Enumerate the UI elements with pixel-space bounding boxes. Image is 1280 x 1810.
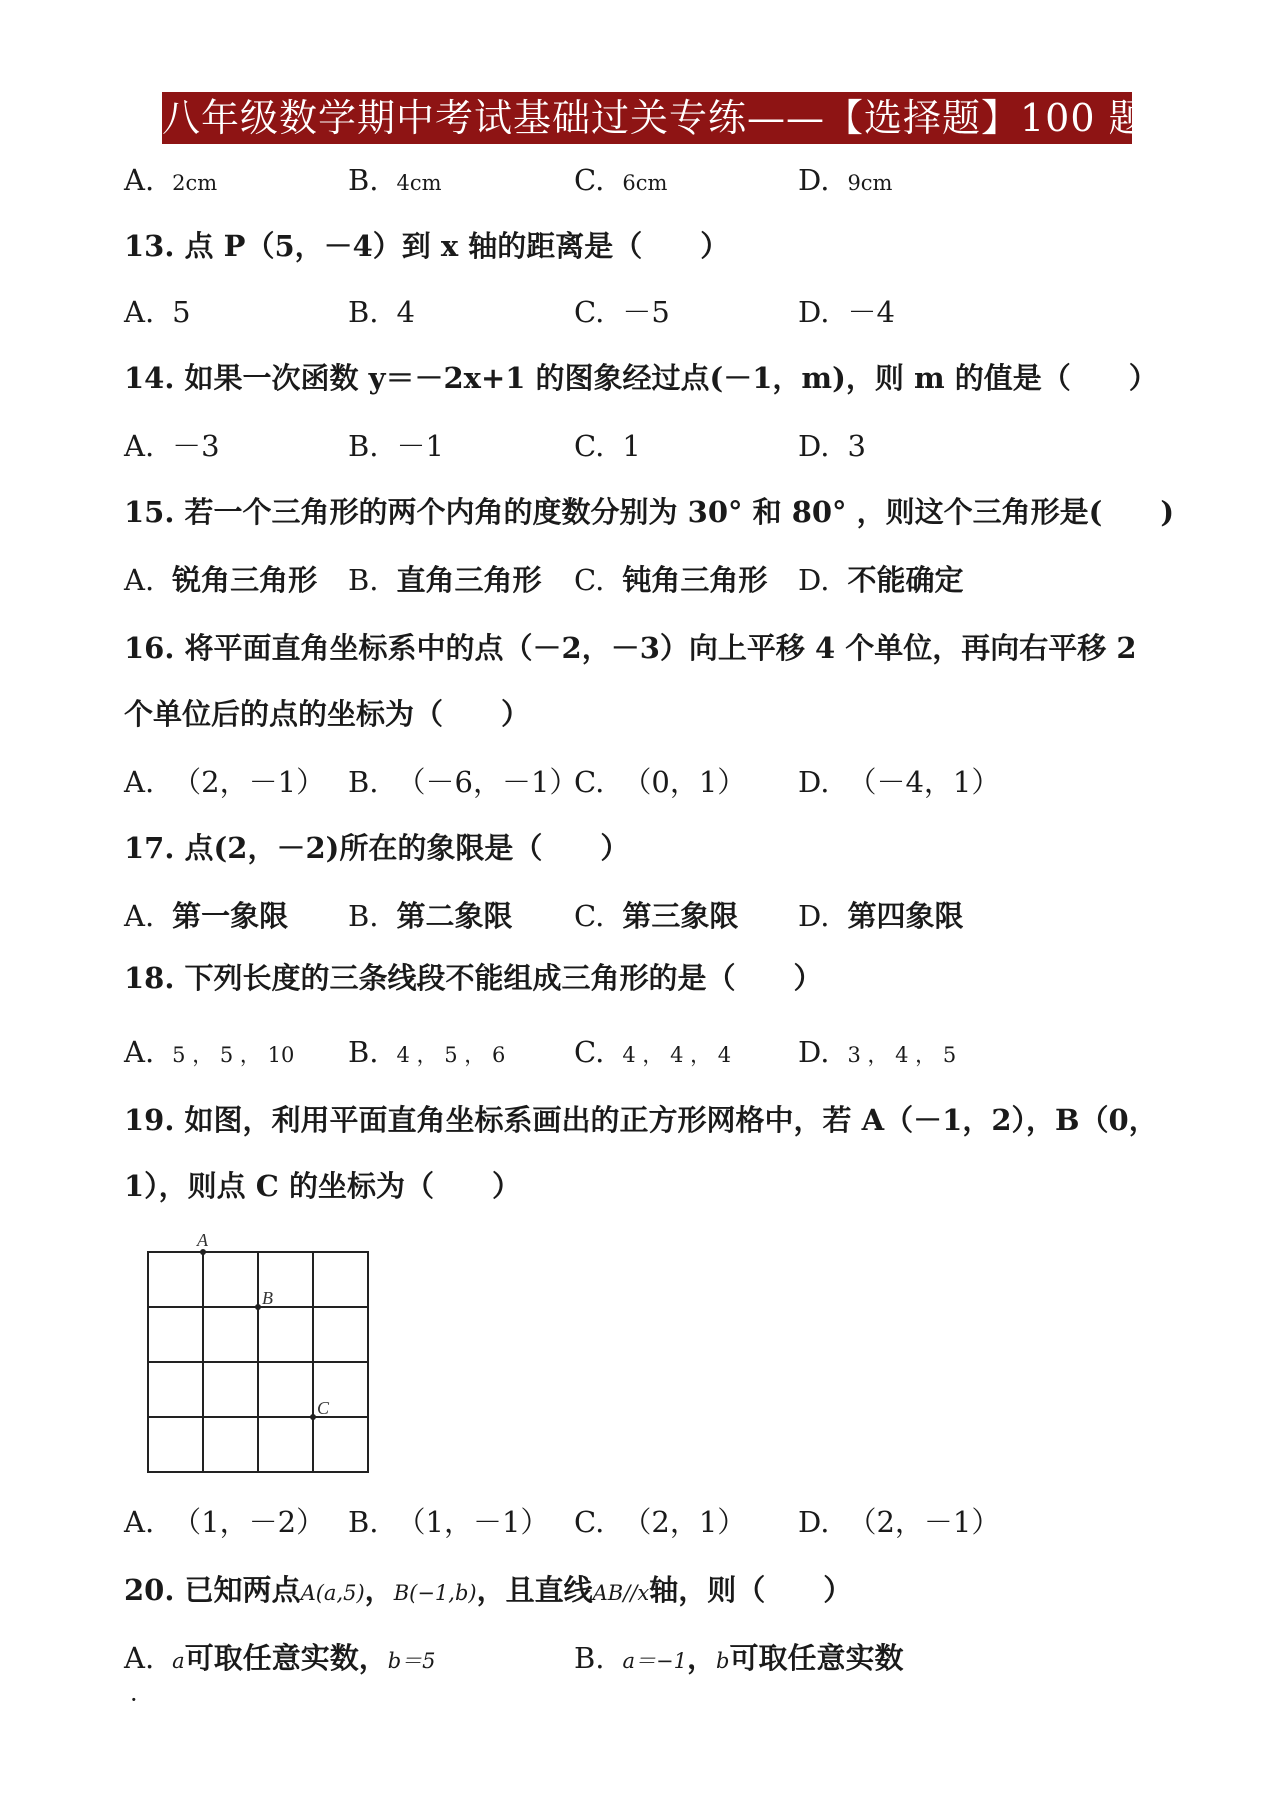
- q19-text-line1: 19. 如图，利用平面直角坐标系画出的正方形网格中，若 A（－1，2），B（0，: [124, 1103, 1158, 1137]
- q14-option-c: C. 1: [574, 429, 641, 463]
- q15-option-b: B. 直角三角形: [348, 563, 542, 597]
- q18-option-d: D. 3 ， 4 ， 5: [798, 1035, 957, 1069]
- q20-option-b: B. a＝−1，b可取任意实数: [574, 1641, 904, 1675]
- q12-option-c: C. 6cm: [574, 163, 668, 197]
- footer-mark: ·: [130, 1686, 138, 1714]
- q14-option-b: B. －1: [348, 429, 444, 463]
- q20-point-b: B(−1,b): [393, 1581, 477, 1605]
- q15-option-c: C. 钝角三角形: [574, 563, 768, 597]
- q16-option-b: B. （－6，－1）: [348, 765, 579, 799]
- q17-text: 17. 点(2，－2)所在的象限是（ ）: [124, 831, 630, 865]
- q16-option-a: A. （2，－1）: [124, 765, 326, 799]
- q14-option-a: A. －3: [124, 429, 220, 463]
- page-title-banner: 八年级数学期中考试基础过关专练——【选择题】100 题: [162, 92, 1132, 144]
- q13-option-b: B. 4: [348, 295, 415, 329]
- q19-text-line2: 1），则点 C 的坐标为（ ）: [124, 1169, 521, 1203]
- label-a: A: [197, 1230, 208, 1250]
- grid-lines: [148, 1252, 368, 1472]
- q18-option-a: A. 5 ， 5 ， 10: [124, 1035, 295, 1069]
- q15-text: 15. 若一个三角形的两个内角的度数分别为 30° 和 80° ，则这个三角形是( ): [124, 495, 1175, 529]
- q19-option-b: B. （1，－1）: [348, 1505, 550, 1539]
- label-b: B: [262, 1288, 273, 1308]
- q13-option-d: D. －4: [798, 295, 895, 329]
- q18-option-c: C. 4 ， 4 ， 4: [574, 1035, 732, 1069]
- q15-option-a: A. 锐角三角形: [124, 563, 318, 597]
- q17-option-a: A. 第一象限: [124, 899, 289, 933]
- q18-text: 18. 下列长度的三条线段不能组成三角形的是（ ）: [124, 961, 823, 995]
- point-c: [310, 1414, 316, 1420]
- q20-point-a: A(a,5): [300, 1581, 365, 1605]
- q20-line: AB//x: [592, 1581, 650, 1605]
- point-b: [255, 1304, 261, 1310]
- q12-option-b: B. 4cm: [348, 163, 442, 197]
- q13-option-a: A. 5: [124, 295, 191, 329]
- q19-option-c: C. （2，1）: [574, 1505, 747, 1539]
- q16-text-line2: 个单位后的点的坐标为（ ）: [124, 697, 531, 731]
- q16-text-line1: 16. 将平面直角坐标系中的点（－2，－3）向上平移 4 个单位，再向右平移 2: [124, 631, 1137, 665]
- q12-option-a: A. 2cm: [124, 163, 218, 197]
- q13-text: 13. 点 P（5，－4）到 x 轴的距离是（ ）: [124, 229, 730, 263]
- q13-option-c: C. －5: [574, 295, 670, 329]
- q17-option-c: C. 第三象限: [574, 899, 739, 933]
- q17-option-b: B. 第二象限: [348, 899, 513, 933]
- label-c: C: [317, 1398, 330, 1418]
- q16-option-c: C. （0，1）: [574, 765, 747, 799]
- q14-text: 14. 如果一次函数 y＝－2x+1 的图象经过点(－1，m)，则 m 的值是（ ）: [124, 361, 1158, 395]
- q20-option-a: A. a可取任意实数，b＝5: [124, 1641, 436, 1675]
- q18-option-b: B. 4 ， 5 ， 6: [348, 1035, 506, 1069]
- q14-option-d: D. 3: [798, 429, 866, 463]
- q12-option-d: D. 9cm: [798, 163, 893, 197]
- q19-option-d: D. （2，－1）: [798, 1505, 1001, 1539]
- q17-option-d: D. 第四象限: [798, 899, 964, 933]
- q20-text: 20. 已知两点A(a,5)，B(−1,b)，且直线AB//x轴，则（ ）: [124, 1573, 853, 1607]
- q15-option-d: D. 不能确定: [798, 563, 964, 597]
- q19-option-a: A. （1，－2）: [124, 1505, 326, 1539]
- q19-grid-figure: [140, 1228, 400, 1488]
- q16-option-d: D. （－4，1）: [798, 765, 1001, 799]
